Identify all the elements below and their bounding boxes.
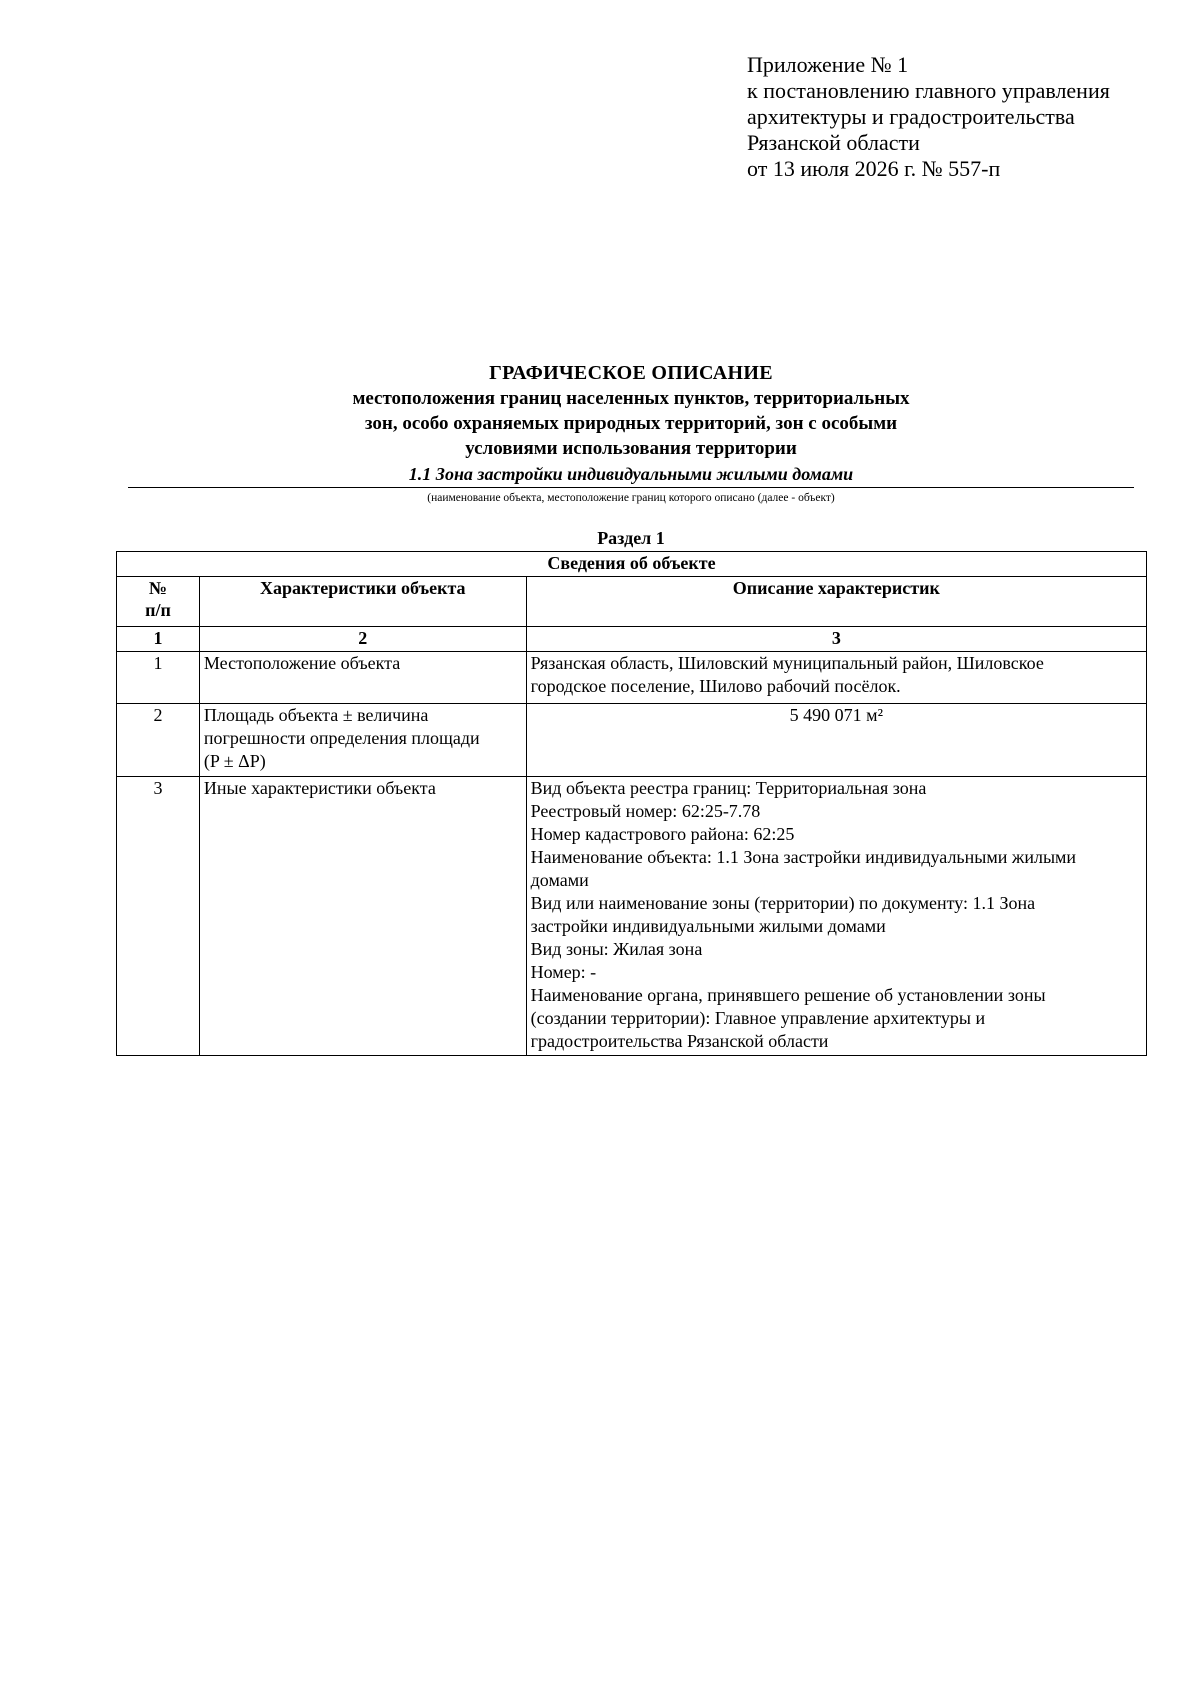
row-3-line-object-name-2: домами xyxy=(530,870,589,890)
row-3-name: Иные характеристики объекта xyxy=(199,777,526,1056)
document-subtitle-line-1: местоположения границ населенных пунктов, территориальных xyxy=(352,388,910,409)
object-info-table xyxy=(116,551,1147,1056)
table-caption: Сведения об объекте xyxy=(117,552,1147,577)
row-3-line-zone-doc-2: застройки индивидуальными жилыми домами xyxy=(530,916,886,936)
header-num xyxy=(117,577,200,627)
row-2-name xyxy=(199,704,526,777)
row-2-name-line-2: погрешности определения площади xyxy=(203,728,480,748)
annex-header xyxy=(747,52,1167,182)
row-2-name-line-1: Площадь объекта ± величина xyxy=(203,705,429,725)
annex-line-3: архитектуры и градостроительства xyxy=(747,104,1075,129)
annex-line-2: к постановлению главного управления xyxy=(747,78,1110,103)
row-2-num: 2 xyxy=(117,704,200,777)
annex-line-4: Рязанской области xyxy=(747,130,920,155)
header-num-line-1: № xyxy=(148,578,167,598)
document-subtitle-line-2: зон, особо охраняемых природных территорий, зон с особыми xyxy=(364,413,898,434)
row-1-description-line-2: городское поселение, Шилово рабочий посёлок. xyxy=(530,676,901,696)
document-title: ГРАФИЧЕСКОЕ ОПИСАНИЕ xyxy=(489,362,773,384)
row-1-num: 1 xyxy=(117,652,200,704)
row-2-name-line-3: (P ± ΔP) xyxy=(203,751,266,771)
row-3-line-registry-number: Реестровый номер: 62:25-7.78 xyxy=(530,801,761,821)
object-name-note: (наименование объекта, местоположение границ которого описано (далее - объект) xyxy=(427,492,835,504)
row-3-line-zone-doc-1: Вид или наименование зоны (территории) по документу: 1.1 Зона xyxy=(530,893,1036,913)
row-3-line-authority-1: Наименование органа, принявшего решение об установлении зоны xyxy=(530,985,1046,1005)
header-num-line-2: п/п xyxy=(145,600,171,620)
row-3-num: 3 xyxy=(117,777,200,1056)
table-row xyxy=(117,777,1147,1056)
row-3-line-object-name-1: Наименование объекта: 1.1 Зона застройки индивидуальными жилыми xyxy=(530,847,1077,867)
row-3-line-number: Номер: - xyxy=(530,962,597,982)
header-characteristics: Характеристики объекта xyxy=(199,577,526,627)
index-cell-1: 1 xyxy=(117,627,200,652)
table-row xyxy=(117,704,1147,777)
header-description: Описание характеристик xyxy=(526,577,1146,627)
row-3-line-zone-kind: Вид зоны: Жилая зона xyxy=(530,939,703,959)
row-3-line-object-kind: Вид объекта реестра границ: Территориальная зона xyxy=(530,778,927,798)
row-3-line-authority-2: (создании территории): Главное управление архитектуры и xyxy=(530,1008,986,1028)
title-block xyxy=(128,361,1134,506)
row-1-description xyxy=(526,652,1146,704)
object-name: 1.1 Зона застройки индивидуальными жилыми домами xyxy=(128,462,1134,488)
table-row xyxy=(117,652,1147,704)
document-subtitle-line-3: условиями использования территории xyxy=(465,438,797,459)
table-header-row xyxy=(117,577,1147,627)
row-3-description xyxy=(526,777,1146,1056)
annex-line-5: от 13 июля 2026 г. № 557-п xyxy=(747,156,1001,181)
annex-line-1: Приложение № 1 xyxy=(747,52,909,77)
row-1-description-line-1: Рязанская область, Шиловский муниципальный район, Шиловское xyxy=(530,653,1044,673)
index-cell-2: 2 xyxy=(199,627,526,652)
row-3-line-authority-3: градостроительства Рязанской области xyxy=(530,1031,829,1051)
row-2-value: 5 490 071 м² xyxy=(526,704,1146,777)
row-1-name: Местоположение объекта xyxy=(199,652,526,704)
table-index-row xyxy=(117,627,1147,652)
row-3-line-cadastral-district: Номер кадастрового района: 62:25 xyxy=(530,824,795,844)
index-cell-3: 3 xyxy=(526,627,1146,652)
table-caption-row xyxy=(117,552,1147,577)
section-title: Раздел 1 xyxy=(597,528,665,548)
